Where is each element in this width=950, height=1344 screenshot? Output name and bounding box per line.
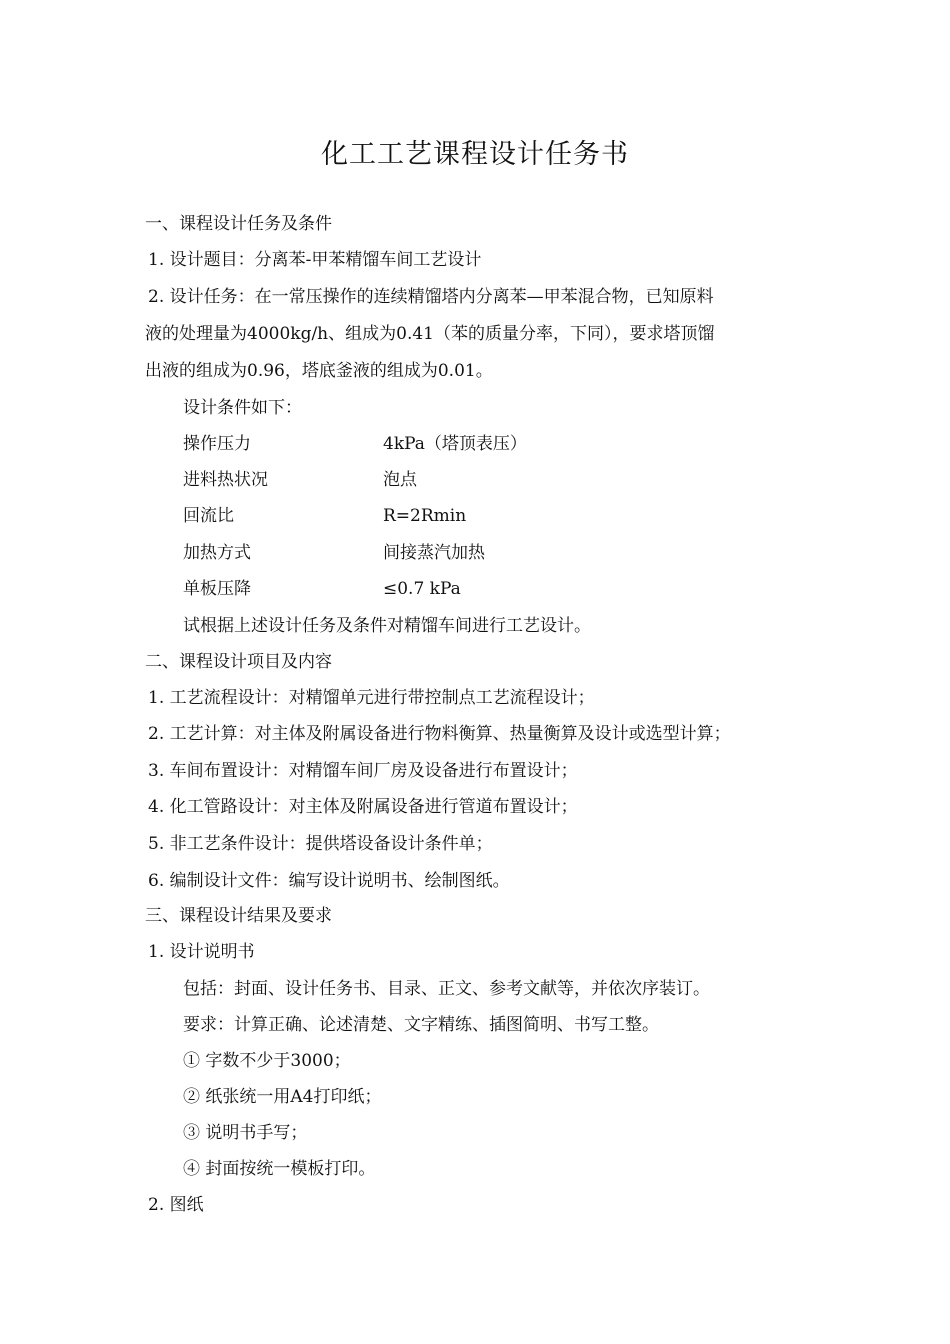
requirement-subitem: ① 字数不少于3000； — [183, 1051, 351, 1071]
section-heading-task-conditions: 一、课程设计任务及条件 — [145, 214, 332, 234]
requirement-subitem: ② 纸张统一用A4打印纸； — [183, 1087, 382, 1107]
condition-value: 间接蒸汽加热 — [383, 543, 485, 563]
section-heading-items-content: 二、课程设计项目及内容 — [145, 652, 332, 672]
condition-label: 单板压降 — [183, 579, 251, 599]
condition-label: 加热方式 — [183, 543, 251, 563]
design-task-line-1: 2. 设计任务：在一常压操作的连续精馏塔内分离苯—甲苯混合物，已知原料 — [148, 287, 714, 307]
list-item: 6. 编制设计文件：编写设计说明书、绘制图纸。 — [148, 871, 510, 891]
document-title: 化工工艺课程设计任务书 — [321, 139, 629, 170]
condition-label: 回流比 — [183, 506, 234, 526]
condition-label: 操作压力 — [183, 434, 251, 454]
section1-closing: 试根据上述设计任务及条件对精馏车间进行工艺设计。 — [183, 616, 591, 636]
conditions-intro: 设计条件如下： — [183, 398, 302, 418]
list-item: 1. 工艺流程设计：对精馏单元进行带控制点工艺流程设计； — [148, 688, 595, 708]
condition-label: 进料热状况 — [183, 470, 268, 490]
condition-value: 泡点 — [383, 470, 417, 490]
condition-value: 4kPa（塔顶表压） — [383, 434, 527, 454]
list-item: 3. 车间布置设计：对精馏车间厂房及设备进行布置设计； — [148, 761, 578, 781]
drawings-item: 2. 图纸 — [148, 1195, 204, 1215]
list-item: 5. 非工艺条件设计：提供塔设备设计条件单； — [148, 834, 493, 854]
list-item: 4. 化工管路设计：对主体及附属设备进行管道布置设计； — [148, 797, 578, 817]
design-task-line-3: 出液的组成为0.96，塔底釜液的组成为0.01。 — [145, 361, 493, 381]
condition-value: ≤0.7 kPa — [383, 579, 461, 599]
design-task-line-2: 液的处理量为4000kg/h、组成为0.41（苯的质量分率，下同），要求塔顶馏 — [145, 324, 715, 344]
requirement-subitem: ④ 封面按统一模板打印。 — [183, 1159, 376, 1179]
manual-includes: 包括：封面、设计任务书、目录、正文、参考文献等，并依次序装订。 — [183, 979, 710, 999]
list-item: 2. 工艺计算：对主体及附属设备进行物料衡算、热量衡算及设计或选型计算； — [148, 724, 731, 744]
design-topic: 1. 设计题目：分离苯-甲苯精馏车间工艺设计 — [148, 250, 482, 270]
requirement-subitem: ③ 说明书手写； — [183, 1123, 308, 1143]
manual-requirements: 要求：计算正确、论述清楚、文字精练、插图简明、书写工整。 — [183, 1015, 659, 1035]
design-manual-item: 1. 设计说明书 — [148, 942, 255, 962]
section-heading-results-requirements: 三、课程设计结果及要求 — [145, 906, 332, 926]
condition-value: R=2Rmin — [383, 506, 467, 526]
